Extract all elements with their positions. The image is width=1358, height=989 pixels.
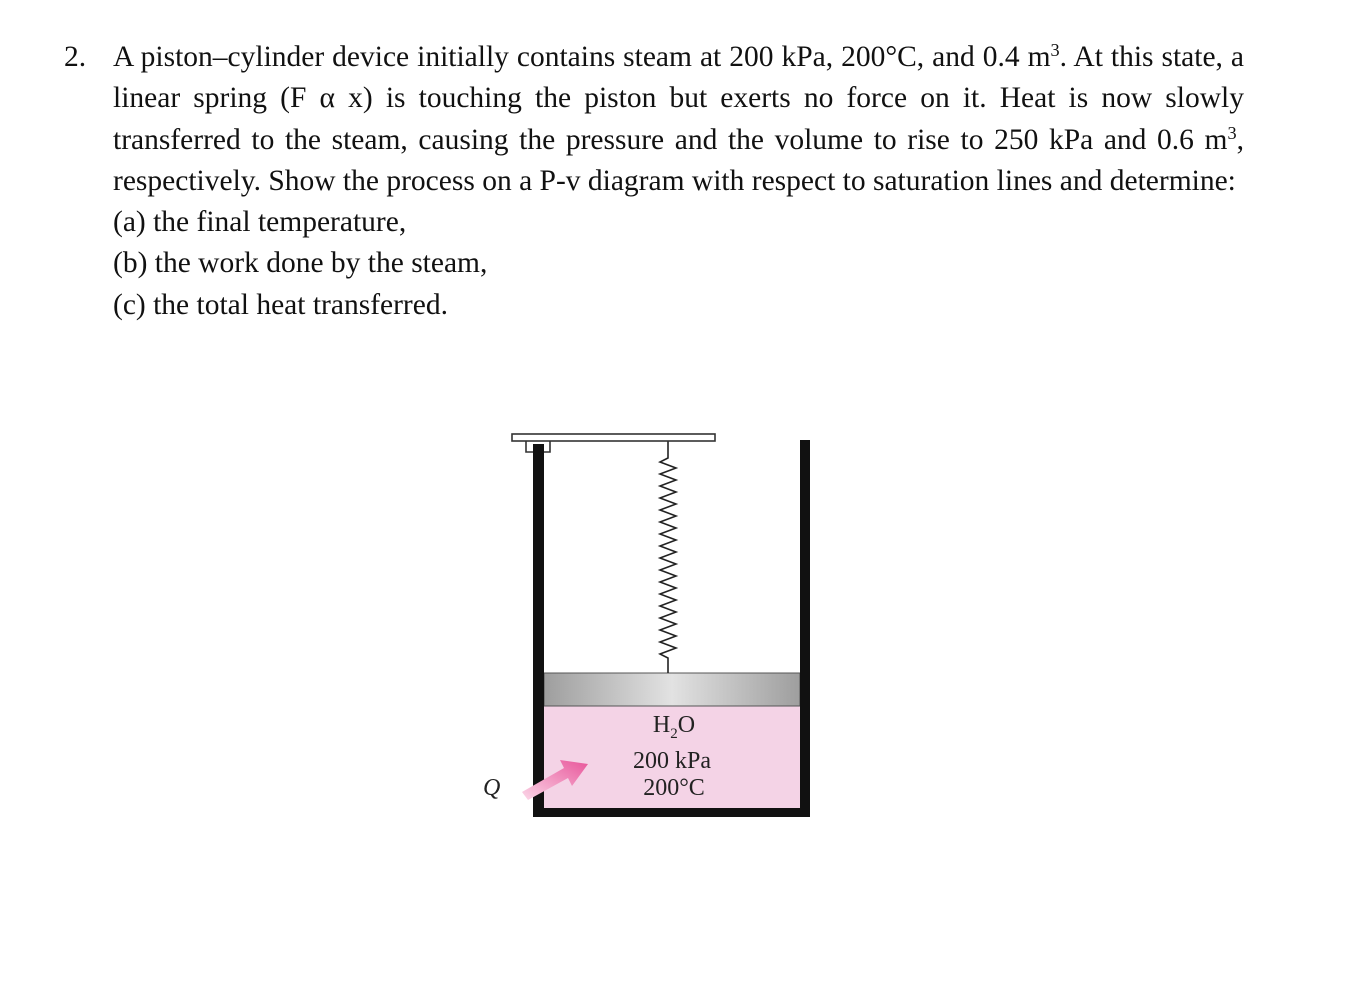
problem-parts bbox=[113, 202, 1244, 326]
substance-label: $H_2O$ bbox=[652, 712, 696, 742]
spring-support-plate bbox=[512, 434, 715, 441]
initial-temperature-label: 200°C bbox=[643, 775, 705, 801]
linear-spring bbox=[660, 440, 676, 673]
initial-pressure-label: 200 kPa bbox=[633, 748, 711, 774]
cylinder-left-wall bbox=[533, 444, 544, 817]
heat-label: Q bbox=[483, 775, 501, 801]
piston bbox=[544, 673, 800, 706]
piston-cylinder-diagram bbox=[460, 420, 840, 840]
cubic-superscript-2: 3 bbox=[1227, 122, 1237, 143]
problem-text-1: A piston–cylinder device initially contains steam at 200 kPa, 200°C, and 0.4 m bbox=[113, 41, 1051, 73]
problem-statement bbox=[64, 37, 1244, 326]
part-c: (c) the total heat transferred. bbox=[113, 288, 448, 321]
problem-body bbox=[113, 37, 1244, 202]
cylinder-right-wall bbox=[800, 440, 810, 817]
cubic-superscript-1: 3 bbox=[1050, 39, 1060, 60]
problem-number: 2. bbox=[64, 41, 87, 73]
piston-cylinder-figure bbox=[460, 420, 840, 840]
problem-text-3: , respectively. Show the process on a P-v diagram with respect to saturation lines and determine: bbox=[113, 123, 1244, 197]
cylinder-bottom bbox=[533, 808, 810, 817]
part-a: (a) the final temperature, bbox=[113, 206, 407, 239]
problem-text-2: . At this state, a linear spring (F α x) is touching the piston but exerts no force on it. Heat is now slowly transferred to the steam, causing the pressure and the volume to rise to 250 kPa and 0.6 m bbox=[113, 41, 1244, 156]
part-b: (b) the work done by the steam, bbox=[113, 247, 488, 280]
